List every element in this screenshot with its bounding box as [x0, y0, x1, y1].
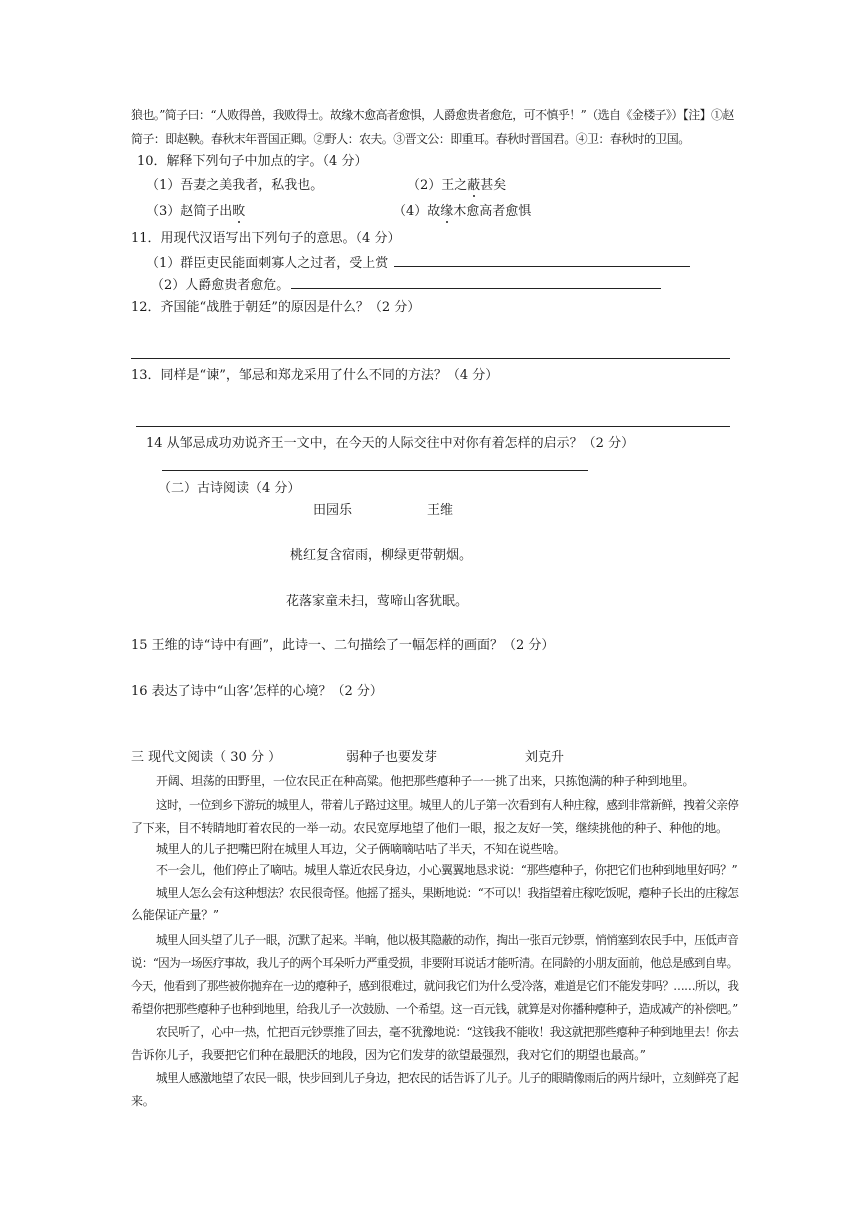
question-11-title: 11．用现代汉语写出下列句子的意思。（4 分）: [131, 231, 401, 246]
article-paragraph: 这时，一位到乡下游玩的城里人，带着儿子路过这里。城里人的儿子第一次看到有人种庄稼，感到非常新鲜，拽着父亲停: [156, 798, 739, 812]
question-16-title: 16 表达了诗中“山客’怎样的心境？（2 分）: [131, 684, 383, 699]
modern-section-heading: 三 现代文阅读（ 30 分 ）: [131, 750, 282, 765]
q11-sentence-1: （1）群臣吏民能面刺寡人之过者，受上赏: [146, 254, 690, 272]
answer-line[interactable]: [291, 276, 661, 289]
q10-item-1: （1）吾妻之美我者，私我也。: [146, 178, 324, 193]
passage-line: 狼也。”简子曰：“人败得兽，我败得士。故缘木愈高者愈惧，人爵愈贵者愈危，可不慎乎！”（选自《金楼子》）【注】①赵: [131, 108, 734, 122]
poem-title: 田园乐: [313, 503, 353, 518]
dotted-char: 蔽: [467, 178, 481, 193]
article-title: 弱种子也要发芽: [346, 750, 438, 765]
question-12-title: 12．齐国能“战胜于朝廷”的原因是什么？（2 分）: [131, 300, 421, 315]
article-paragraph: 开阔、坦荡的田野里，一位农民正在种高粱。他把那些瘪种子一一挑了出来，只拣饱满的种子种到地里。: [156, 774, 695, 788]
article-paragraph: 城里人回头望了儿子一眼，沉默了起来。半晌，他以极其隐蔽的动作，掏出一张百元钞票，悄悄塞到农民手中，压低声音: [156, 933, 739, 947]
question-13-title: 13．同样是“谏”，邹忌和郑龙采用了什么不同的方法？（4 分）: [131, 368, 499, 383]
answer-line[interactable]: [162, 470, 588, 471]
poem-author: 王维: [427, 503, 454, 518]
article-paragraph: 说：“因为一场医疗事故，我儿子的两个耳朵听力严重受损，非要附耳说话才能听清。在同龄的小朋友面前，他总是感到自卑。: [131, 956, 738, 970]
article-paragraph: 城里人怎么会有这种想法？农民很奇怪。他摇了摇头，果断地说：“不可以！我指望着庄稼吃饭呢，瘪种子长出的庄稼怎: [156, 886, 739, 900]
question-15-title: 15 王维的诗“诗中有画”，此诗一、二句描绘了一幅怎样的画面？（2 分）: [131, 638, 555, 653]
article-paragraph: 告诉你儿子，我要把它们种在最肥沃的地段，因为它们发芽的欲望最强烈，我对它们的期望也最高。”: [131, 1048, 646, 1062]
dotted-char: 缘: [440, 204, 454, 219]
passage-line: 简子：即赵鞅。春秋末年晋国正卿。②野人：农夫。③晋文公：即重耳。春秋时晋国君。④卫：春秋时的卫国。: [131, 132, 690, 146]
article-paragraph: 农民听了，心中一热，忙把百元钞票推了回去，毫不犹豫地说：“这钱我不能收！我这就把那些瘪种子种到地里去！你去: [156, 1025, 739, 1039]
poem-line: 花落家童未扫，莺啼山客犹眠。: [286, 594, 469, 609]
article-paragraph: 么能保证产量？”: [131, 908, 219, 922]
poem-section-heading: （二）古诗阅读（4 分）: [158, 481, 301, 496]
article-paragraph: 希望你把那些瘪种子也种到地里，给我儿子一次鼓励、一个希望。这一百元钱，就算是对你播种瘪种子，造成减产的补偿吧。”: [131, 1002, 738, 1016]
dotted-char: 畋: [232, 204, 246, 219]
article-paragraph: 今天，他看到了那些被你抛弃在一边的瘪种子，感到很难过，就问我它们为什么受冷落，难道是它们不能发芽吗？……所以，我: [131, 979, 739, 993]
answer-line[interactable]: [131, 358, 730, 359]
answer-line[interactable]: [136, 426, 730, 427]
answer-line[interactable]: [394, 254, 690, 267]
q11-sentence-2: （2）人爵愈贵者愈危。: [151, 276, 661, 294]
q10-item-2: （2）王之蔽甚矣: [407, 178, 507, 193]
article-paragraph: 来。: [131, 1094, 155, 1108]
article-paragraph: 不一会儿，他们停止了嘀咕。城里人靠近农民身边，小心翼翼地恳求说：“那些瘪种子，你把它们也种到地里好吗？”: [156, 863, 738, 877]
article-author: 刘克升: [525, 750, 565, 765]
article-paragraph: 城里人感激地望了农民一眼，快步回到儿子身边，把农民的话告诉了儿子。儿子的眼睛像雨后的两片绿叶，立刻鲜亮了起: [156, 1071, 739, 1085]
q10-item-3: （3）赵简子出畋: [146, 204, 246, 219]
poem-line: 桃红复含宿雨，柳绿更带朝烟。: [290, 548, 473, 563]
question-14-title: 14 从邹忌成功劝说齐王一文中，在今天的人际交往中对你有着怎样的启示？（2 分）: [146, 436, 635, 451]
q10-item-4: （4）故缘木愈高者愈惧: [393, 204, 532, 219]
question-10-title: 10．解释下列句子中加点的字。（4 分）: [137, 154, 368, 169]
article-paragraph: 了下来，目不转睛地盯着农民的一举一动。农民宽厚地望了他们一眼，报之友好一笑，继续挑他的种子、种他的地。: [131, 821, 728, 835]
article-paragraph: 城里人的儿子把嘴巴附在城里人耳边，父子俩嘀嘀咕咕了半天，不知在说些啥。: [156, 842, 566, 856]
